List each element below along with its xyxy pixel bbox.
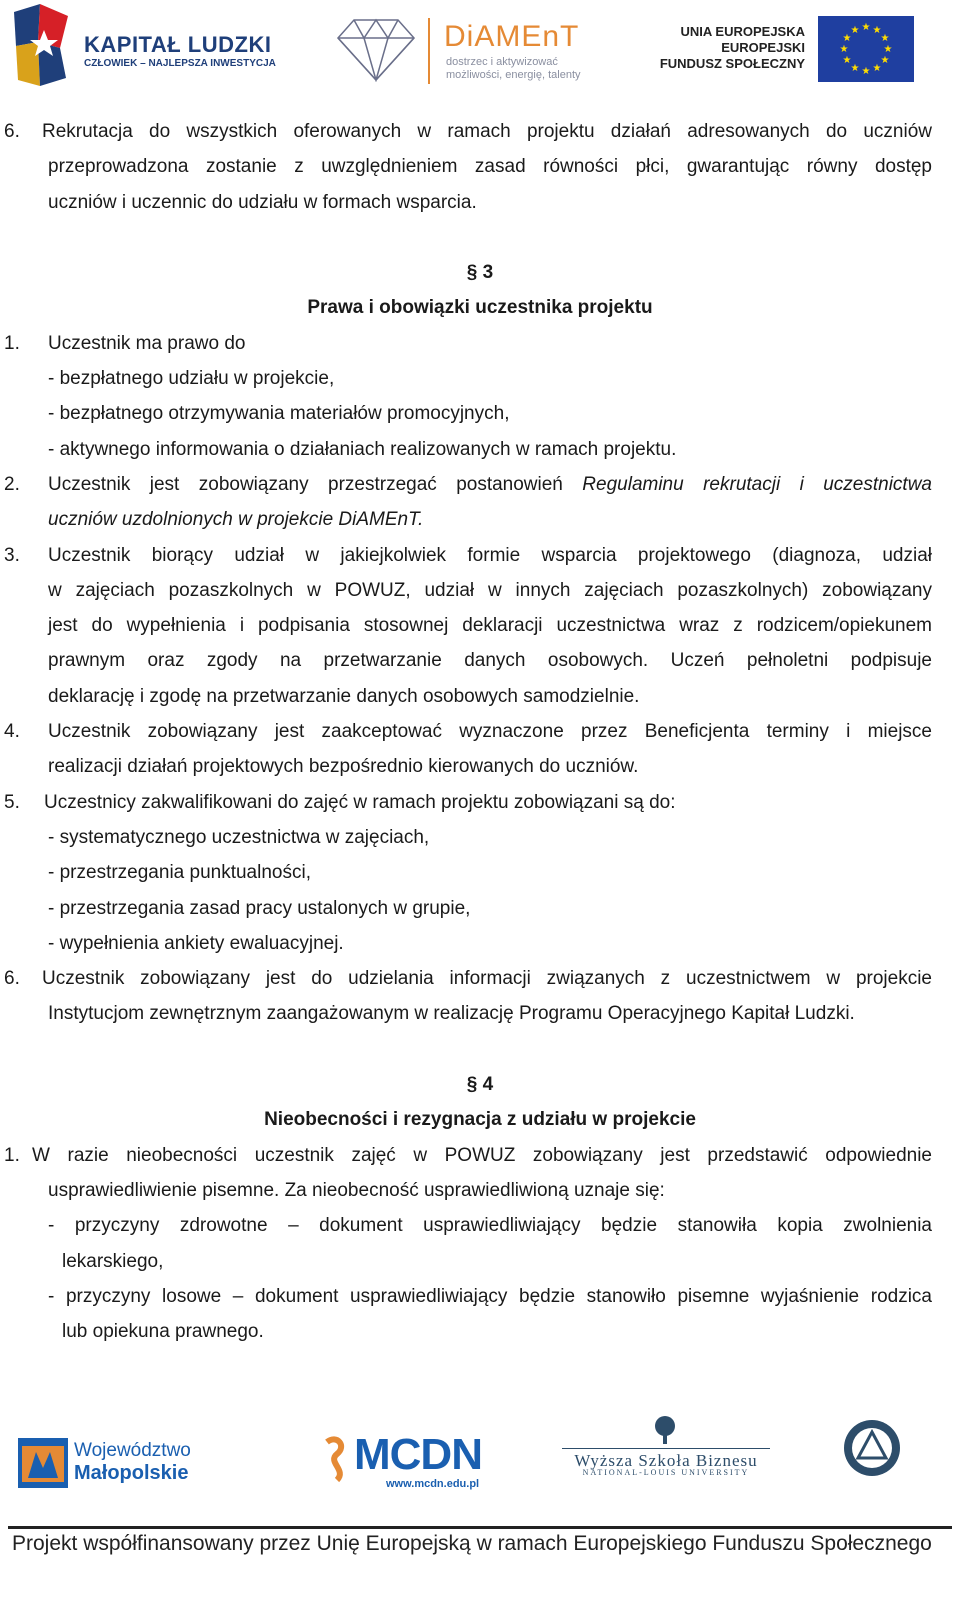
svg-text:★: ★ [880,55,890,66]
text-line: - systematycznego uczestnictwa w zajęciach, [48,826,430,848]
text-line: Uczestnik ma prawo do [48,332,246,354]
bullet-line [0,396,960,431]
text-line: Uczestnik biorący udział w jakiejkolwiek formie wsparcia projektowego (diagnoza, udział [48,544,932,566]
text-italic: Regulaminu rekrutacji i uczestnictwa [582,473,932,495]
text-line: - przyczyny losowe – dokument usprawiedliwiający będzie stanowiło pisemne wyjaśnienie rodzica [48,1285,932,1307]
malopolska-line1: Województwo [74,1440,191,1461]
item-number: 1. [4,332,20,354]
text-line: Rekrutacja do wszystkich oferowanych w ramach projektu działań adresowanych do uczniów [42,121,932,142]
text-line: - bezpłatnego otrzymywania materiałów promocyjnych, [48,403,510,425]
list-item-continuation [0,573,960,608]
text-line: w zajęciach pozaszkolnych w POWUZ, udział w innych zajęciach pozaszkolnych) zobowiązany [48,579,932,601]
text-line: - bezpłatnego udziału w projekcie, [48,368,335,390]
text-line [48,467,932,502]
footer-logos [0,1410,960,1500]
list-item-continuation [0,502,960,537]
wsb-line1: Wyższa Szkoła Biznesu [562,1448,770,1471]
spacer [0,1032,960,1067]
text-line: lub opiekuna prawnego. [62,1321,264,1343]
bullet-continuation [0,1314,960,1349]
text-line: Uczestnik zobowiązany jest zaakceptować wyznaczone przez Beneficjenta terminy i miejsce [48,721,932,743]
kapital-ludzki-logo [10,2,74,88]
diament-subtitle-line1: dostrzec i aktywizować [446,56,558,68]
text-line: Uczestnik zobowiązany jest do udzielania informacji związanych z uczestnictwem w projekcie [42,968,932,990]
mcdn-title: MCDN [354,1430,482,1479]
eu-text-line3: FUNDUSZ SPOŁECZNY [659,56,805,71]
text-line: - przyczyny zdrowotne – dokument usprawiedliwiający będzie stanowiła kopia zwolnienia [48,1215,932,1237]
list-item [0,538,960,573]
bullet-continuation [0,1244,960,1279]
bullet-line [0,432,960,467]
text-line: - wypełnienia ankiety ewaluacyjnej. [48,932,344,954]
bullet-line [0,1208,960,1243]
section-mark [0,1067,960,1102]
text-line: uczniów i uczennic do udziału w formach wsparcia. [48,191,477,213]
list-item [0,114,960,149]
svg-text:★: ★ [861,22,871,33]
text-line: Uczestnicy zakwalifikowani do zajęć w ramach projektu zobowiązani są do: [44,791,676,813]
malopolska-logo [18,1438,68,1488]
svg-text:★: ★ [850,63,860,74]
document-body [0,114,960,1349]
item-number: 5. [4,791,20,813]
text-line: jest do wypełnienia i podpisania stosownej deklaracji uczestnictwa wraz z rodzicem/opiekunem [48,615,932,637]
tree-icon [650,1414,680,1446]
text-line: uczniów uzdolnionych w projekcie DiAMEnT. [48,509,424,531]
mcdn-ribbon-icon [322,1434,352,1484]
section-title [0,290,960,325]
wsb-line2: NATIONAL-LOUIS UNIVERSITY [582,1468,750,1477]
bullet-line [0,820,960,855]
item-number: 3. [4,544,20,566]
svg-text:★: ★ [842,55,852,66]
bullet-line [0,926,960,961]
list-item [0,961,960,996]
list-item-continuation [0,149,960,184]
kapital-ludzki-subtitle: CZŁOWIEK – NAJLEPSZA INWESTYCJA [84,58,276,69]
svg-text:★: ★ [880,33,890,44]
section-title-text: Nieobecności i rezygnacja z udziału w projekcie [264,1109,696,1131]
text-plain: Uczestnik jest zobowiązany przestrzegać postanowień [48,473,583,495]
svg-text:★: ★ [861,66,871,77]
text-line: przeprowadzona zostanie z uwzględnieniem zasad równości płci, gwarantując równy dostęp [48,156,932,178]
section-title [0,1102,960,1137]
list-item [0,714,960,749]
text-line: lekarskiego, [62,1250,164,1272]
list-item-continuation [0,996,960,1031]
svg-text:★: ★ [883,44,893,55]
list-item-continuation [0,1173,960,1208]
list-item-continuation [0,185,960,220]
item-number: 6. [4,968,20,990]
svg-text:★: ★ [839,44,849,55]
text-line: prawnym oraz zgody na przetwarzanie danych osobowych. Uczeń pełnoletni podpisuje [48,650,932,672]
funding-note: Projekt współfinansowany przez Unię Europejską w ramach Europejskiego Funduszu Społecznego [12,1532,932,1555]
text-line: - aktywnego informowania o działaniach realizowanych w ramach projektu. [48,438,677,460]
item-number: 6. [4,121,20,142]
diament-subtitle [446,56,586,82]
list-item [0,1138,960,1173]
list-item [0,467,960,502]
nlu-seal-icon [842,1418,902,1478]
svg-text:★: ★ [872,25,882,36]
bullet-line [0,361,960,396]
diamond-logo [336,16,416,82]
section-mark [0,255,960,290]
malopolska-line2: Małopolskie [74,1462,189,1484]
eu-flag-icon [818,16,914,82]
item-number: 4. [4,721,20,743]
text-line: Instytucjom zewnętrznym zaangażowanym w realizację Programu Operacyjnego Kapitał Ludzki. [48,1003,855,1025]
list-item [0,326,960,361]
text-line: usprawiedliwienie pisemne. Za nieobecność usprawiedliwioną uznaje się: [48,1179,665,1201]
kapital-ludzki-title: KAPITAŁ LUDZKI [84,32,272,57]
text-line: W razie nieobecności uczestnik zajęć w POWUZ zobowiązany jest przedstawić odpowiednie [32,1144,932,1166]
svg-text:★: ★ [872,63,882,74]
eu-text [600,24,805,72]
eu-text-line2: EUROPEJSKI [721,40,805,55]
bullet-line [0,855,960,890]
bullet-line [0,1279,960,1314]
section-mark-text: § 4 [466,1074,494,1096]
list-item-continuation [0,749,960,784]
section-mark-text: § 3 [466,262,494,284]
text-line: realizacji działań projektowych bezpośrednio kierowanych do uczniów. [48,756,639,778]
list-item-continuation [0,608,960,643]
svg-text:★: ★ [850,25,860,36]
item-number: 2. [4,473,20,495]
diament-title: DiAMEnT [444,20,580,53]
section-title-text: Prawa i obowiązki uczestnika projektu [307,297,653,319]
svg-text:★: ★ [842,33,852,44]
footer-divider [8,1526,952,1529]
bullet-line [0,891,960,926]
list-item-continuation [0,643,960,678]
page-header [0,0,960,100]
item-number: 1. [4,1144,20,1166]
text-line: - przestrzegania punktualności, [48,862,311,884]
mcdn-url: www.mcdn.edu.pl [386,1478,480,1490]
text-line: - przestrzegania zasad pracy ustalonych w grupie, [48,897,471,919]
list-item-continuation [0,679,960,714]
diament-subtitle-line2: możliwości, energię, talenty [446,69,581,81]
text-line: deklarację i zgodę na przetwarzanie danych osobowych samodzielnie. [48,685,640,707]
spacer [0,220,960,255]
header-divider [428,18,430,84]
list-item [0,785,960,820]
eu-text-line1: UNIA EUROPEJSKA [680,24,805,39]
